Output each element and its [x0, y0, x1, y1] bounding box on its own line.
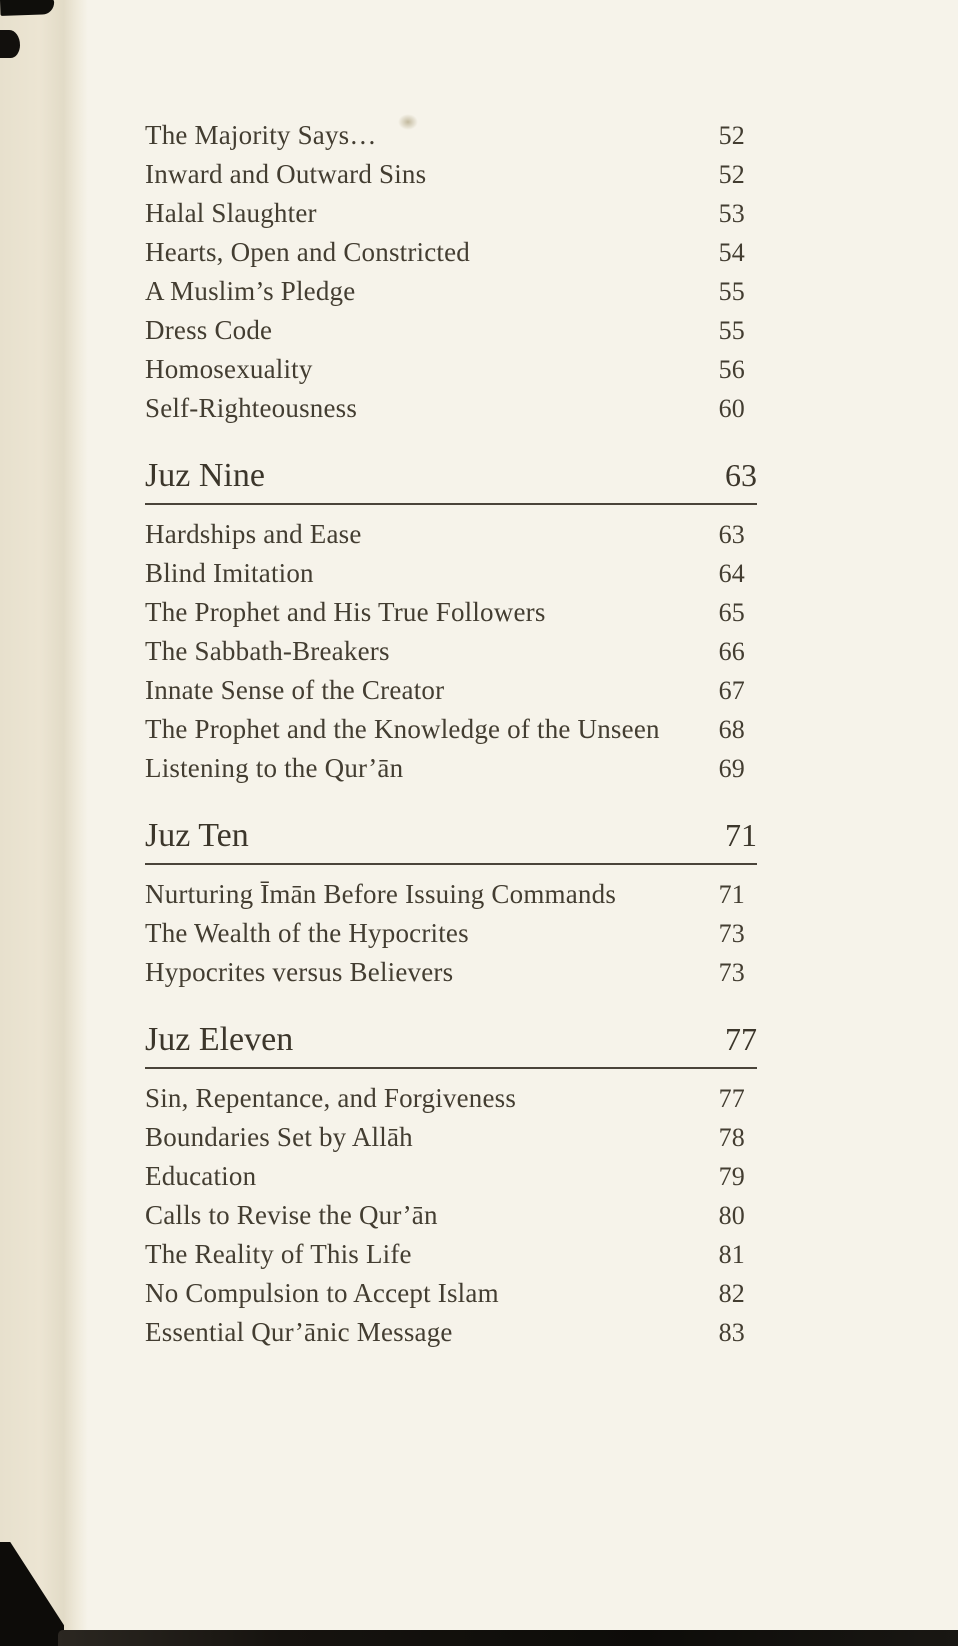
toc-section [145, 814, 757, 992]
toc-section-page-number: 77 [725, 1021, 757, 1057]
toc-entry [145, 1274, 757, 1313]
toc-entry-page-number: 52 [718, 121, 745, 150]
toc-entry [145, 671, 757, 710]
toc-entry-title: Homosexuality [145, 354, 313, 384]
toc-entry-page-number: 79 [718, 1162, 745, 1191]
toc-entry-page-number: 66 [718, 637, 745, 666]
toc-entry-title: Blind Imitation [145, 558, 314, 588]
toc-entry-title: The Wealth of the Hypocrites [145, 918, 469, 948]
toc-entry-title: The Reality of This Life [145, 1239, 412, 1269]
toc-entry-title: The Prophet and His True Followers [145, 597, 546, 627]
toc-section-header [145, 454, 757, 505]
toc-entry [145, 1118, 757, 1157]
toc-entry-title: A Muslim’s Pledge [145, 276, 356, 306]
toc-entry [145, 389, 757, 428]
toc-entry-page-number: 53 [718, 199, 745, 228]
toc-entry [145, 1196, 757, 1235]
toc-entry-page-number: 56 [718, 355, 745, 384]
toc-entry-page-number: 69 [718, 754, 745, 783]
toc-entry-title: Inward and Outward Sins [145, 159, 427, 189]
toc-entry [145, 875, 757, 914]
toc-entry-page-number: 77 [718, 1084, 745, 1113]
toc-entry-title: The Sabbath-Breakers [145, 636, 390, 666]
toc-section-title: Juz Nine [145, 457, 265, 494]
toc-entry-page-number: 73 [718, 919, 745, 948]
toc-entry [145, 710, 757, 749]
toc-entry-title: No Compulsion to Accept Islam [145, 1278, 499, 1308]
toc-entry-page-number: 83 [718, 1318, 745, 1347]
toc-entry-page-number: 55 [718, 277, 745, 306]
toc-entry [145, 1157, 757, 1196]
toc-entry [145, 233, 757, 272]
toc-section-title: Juz Ten [145, 817, 249, 854]
toc-entry-title: Hypocrites versus Believers [145, 957, 454, 987]
toc-entry [145, 1313, 757, 1352]
toc-entry [145, 632, 757, 671]
toc-entry-title: Sin, Repentance, and Forgiveness [145, 1083, 517, 1113]
toc-section [145, 454, 757, 788]
toc-entry-title: Self-Righteousness [145, 393, 358, 423]
scan-artifact-top-left-blob [0, 30, 20, 58]
toc-entry-title: Hardships and Ease [145, 519, 362, 549]
toc-entry [145, 1235, 757, 1274]
toc-entry [145, 194, 757, 233]
toc-entry [145, 1079, 757, 1118]
toc-entry-title: Innate Sense of the Creator [145, 675, 445, 705]
toc-entry-title: Education [145, 1161, 257, 1191]
toc-entry-title: Essential Qur’ānic Message [145, 1317, 453, 1347]
toc-entry-page-number: 54 [718, 238, 745, 267]
toc-entry [145, 515, 757, 554]
toc-entry [145, 914, 757, 953]
toc-section-title: Juz Eleven [145, 1021, 294, 1058]
toc-entry [145, 554, 757, 593]
toc-section-header [145, 814, 757, 865]
toc-section-header [145, 1018, 757, 1069]
toc-entry [145, 593, 757, 632]
toc-entry-page-number: 73 [718, 958, 745, 987]
toc-page [145, 116, 757, 1352]
toc-entry [145, 116, 757, 155]
toc-entry-page-number: 68 [718, 715, 745, 744]
toc-entry-page-number: 67 [718, 676, 745, 705]
toc-entry [145, 953, 757, 992]
toc-section-page-number: 71 [725, 817, 757, 853]
page-gutter-shadow [0, 0, 88, 1646]
toc-entry-page-number: 81 [718, 1240, 745, 1269]
toc-entry [145, 749, 757, 788]
toc-entry-title: The Prophet and the Knowledge of the Unseen [145, 714, 660, 744]
toc-entry [145, 155, 757, 194]
toc-entry-page-number: 52 [718, 160, 745, 189]
toc-entry-page-number: 80 [718, 1201, 745, 1230]
toc-entry-title: Boundaries Set by Allāh [145, 1122, 413, 1152]
toc-entry-page-number: 63 [718, 520, 745, 549]
toc-entry-title: Dress Code [145, 315, 273, 345]
toc-entry-title: The Majority Says… [145, 120, 377, 150]
toc-sections [145, 116, 757, 1352]
toc-section [145, 116, 757, 428]
toc-entry-page-number: 65 [718, 598, 745, 627]
toc-entry-page-number: 55 [718, 316, 745, 345]
scan-shadow-bottom-edge [58, 1630, 958, 1646]
scan-artifact-top-left [0, 0, 55, 16]
toc-entry-page-number: 78 [718, 1123, 745, 1152]
toc-entry [145, 311, 757, 350]
toc-section-page-number: 63 [725, 457, 757, 493]
toc-entry [145, 272, 757, 311]
toc-entry-title: Listening to the Qur’ān [145, 753, 404, 783]
toc-entry-title: Calls to Revise the Qur’ān [145, 1200, 438, 1230]
toc-entry-page-number: 82 [718, 1279, 745, 1308]
toc-entry-title: Hearts, Open and Constricted [145, 237, 471, 267]
toc-entry-page-number: 64 [718, 559, 745, 588]
toc-entry-title: Halal Slaughter [145, 198, 317, 228]
toc-entry [145, 350, 757, 389]
toc-section [145, 1018, 757, 1352]
toc-entry-title: Nurturing Īmān Before Issuing Commands [145, 879, 617, 909]
toc-entry-page-number: 71 [718, 880, 745, 909]
toc-entry-page-number: 60 [718, 394, 745, 423]
